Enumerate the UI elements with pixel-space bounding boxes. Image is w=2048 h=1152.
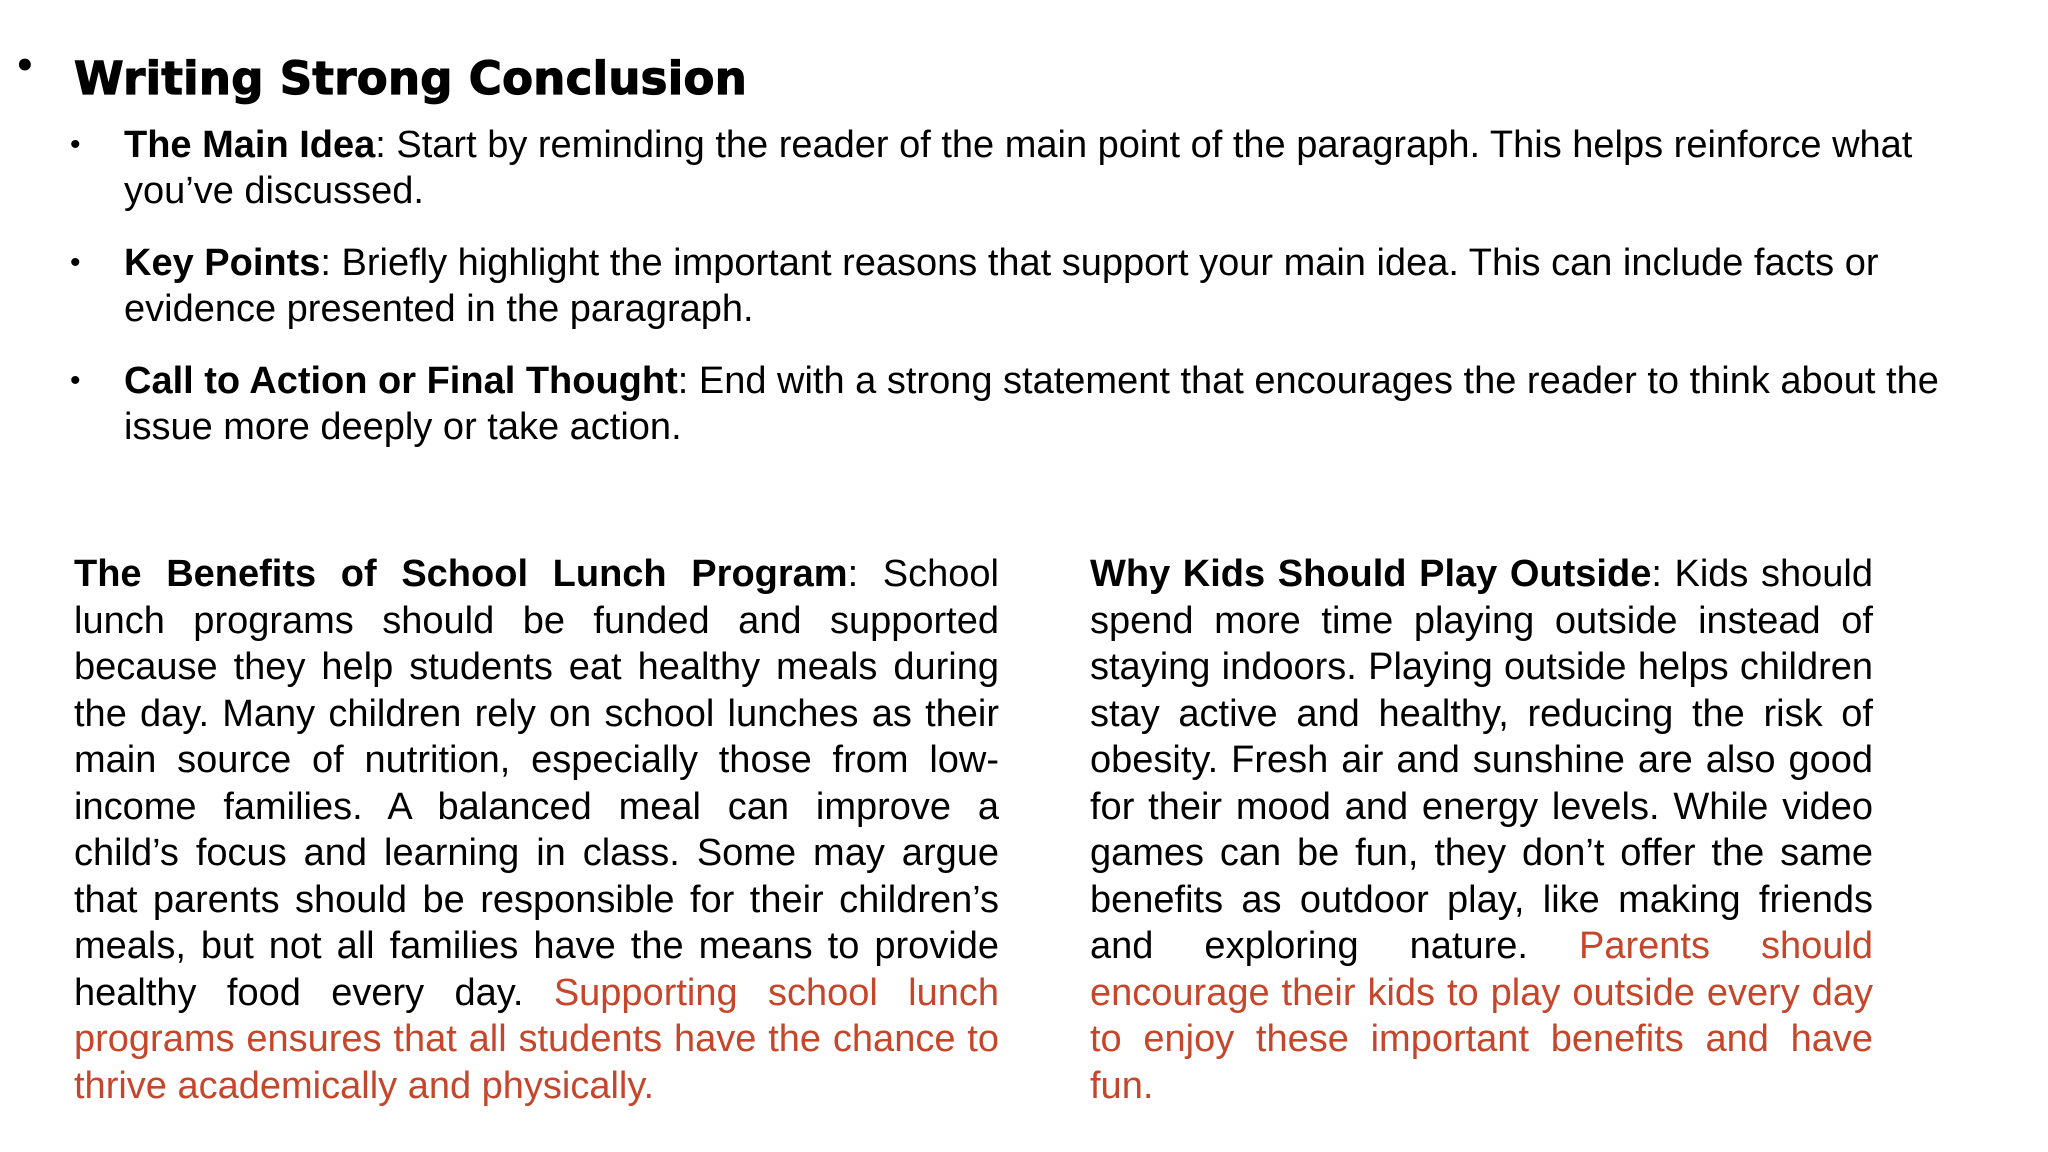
example-paragraph-play-outside: [1090, 551, 1873, 1109]
heading-bullet: •: [14, 46, 36, 86]
conclusion-tips-list: [70, 122, 1970, 476]
list-item-title: Key Points: [124, 242, 321, 284]
example-body: : School lunch programs should be funded and supported because they help students eat healthy meals during the day. Many children rely on school lunches as their main source of nutrition, especially those from low-income families. A balanced meal can improve a child’s focus and learning in class. Some may argue that parents should be responsible for their children’s meals, but not all families have the means to provide healthy food every day.: [74, 553, 999, 1014]
list-item: [70, 122, 2024, 214]
list-item-title: Call to Action or Final Thought: [124, 360, 678, 402]
list-item-text: : Start by reminding the reader of the main point of the paragraph. This helps reinforce what you’ve discussed.: [124, 124, 1913, 212]
example-body: : Kids should spend more time playing outside instead of staying indoors. Playing outside helps children stay active and healthy, reducing the risk of obesity. Fresh air and sunshine are also good for their mood and energy levels. While video games can be fun, they don’t offer the same benefits as outdoor play, like making friends and exploring nature.: [1090, 553, 1873, 967]
list-item-title: The Main Idea: [124, 124, 376, 166]
list-bullet: •: [70, 364, 81, 397]
example-title: Why Kids Should Play Outside: [1090, 553, 1652, 595]
list-item-text: : End with a strong statement that encourages the reader to think about the issue more deeply or take action.: [124, 360, 1939, 448]
list-item: [70, 358, 2024, 450]
example-conclusion: Parents should encourage their kids to play outside every day to enjoy these important benefits and have fun.: [1090, 925, 1874, 1107]
list-item-body: [124, 240, 2024, 332]
page-title: Writing Strong Conclusion: [74, 52, 748, 105]
list-item-body: [124, 358, 2024, 450]
list-item-body: [124, 122, 2024, 214]
example-conclusion: Supporting school lunch programs ensures that all students have the chance to thrive academically and physically.: [74, 971, 999, 1107]
list-item: [70, 240, 2024, 332]
example-title: The Benefits of School Lunch Program: [74, 553, 848, 595]
list-bullet: •: [70, 128, 81, 161]
list-item-text: : Briefly highlight the important reasons that support your main idea. This can include facts or evidence presented in the paragraph.: [124, 242, 1879, 330]
list-bullet: •: [70, 246, 81, 279]
example-paragraph-school-lunch: [74, 551, 999, 1109]
